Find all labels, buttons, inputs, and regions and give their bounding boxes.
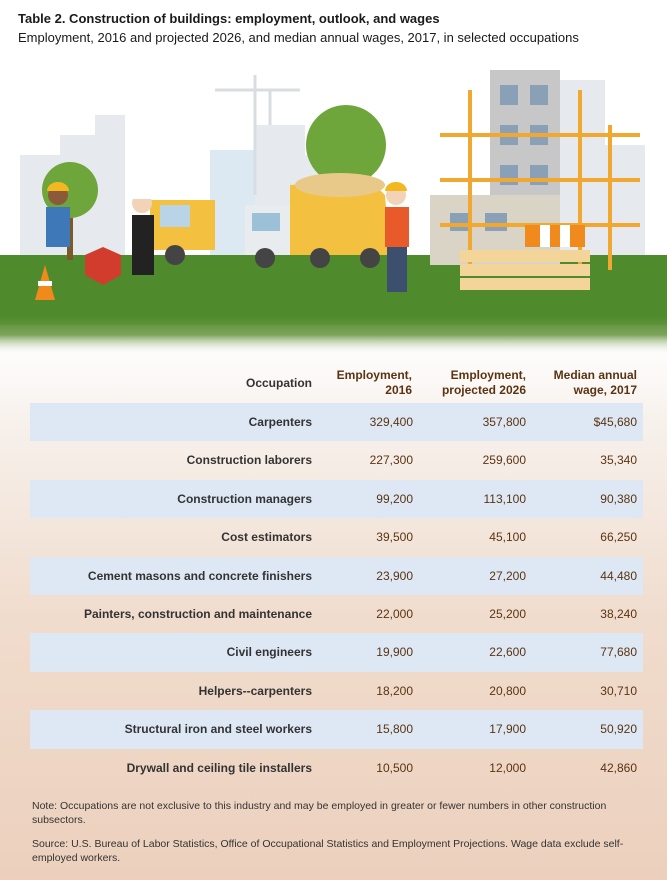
cell-occupation: Painters, construction and maintenance	[83, 606, 312, 621]
cell-occupation: Helpers--carpenters	[198, 683, 312, 698]
construction-illustration	[0, 55, 667, 355]
cell-employment-2016: 227,300	[369, 453, 413, 468]
cell-occupation: Construction laborers	[186, 453, 312, 468]
cell-occupation: Construction managers	[177, 491, 312, 506]
cell-employment-2016: 15,800	[376, 722, 413, 737]
cell-employment-2016: 10,500	[376, 760, 413, 775]
cell-employment-2026: 113,100	[483, 491, 526, 506]
cell-median-wage: 90,380	[600, 491, 637, 506]
header-employment-2016: Employment, 2016	[336, 368, 412, 397]
table-source: Source: U.S. Bureau of Labor Statistics, Office of Occupational Statistics and Employment Projections. Wage data exclude self-employed workers.	[32, 838, 624, 864]
cell-employment-2026: 27,200	[489, 568, 526, 583]
barrier-icon	[525, 225, 585, 247]
cell-median-wage: 50,920	[600, 722, 637, 737]
cell-employment-2026: 25,200	[489, 606, 526, 621]
header-median-wage: Median annual wage, 2017	[553, 368, 637, 397]
header-occupation: Occupation	[245, 376, 312, 390]
cell-employment-2016: 22,000	[376, 606, 413, 621]
header-employment-2026: Employment, projected 2026	[441, 368, 526, 397]
table-title: Table 2. Construction of buildings: employment, outlook, and wages	[18, 11, 440, 26]
table-row	[30, 749, 643, 787]
table-row	[30, 518, 643, 556]
table-subtitle: Employment, 2016 and projected 2026, and median annual wages, 2017, in selected occupations	[18, 30, 579, 45]
cell-employment-2016: 329,400	[369, 415, 413, 429]
cell-median-wage: 42,860	[600, 760, 637, 775]
table-row	[30, 557, 643, 595]
table-row	[30, 710, 643, 748]
lumber-icon	[460, 250, 590, 290]
table-note: Note: Occupations are not exclusive to this industry and may be employed in greater or fewer numbers in other construction subsectors.	[32, 800, 607, 826]
cell-employment-2026: 259,600	[482, 453, 526, 468]
cell-employment-2016: 19,900	[376, 645, 413, 660]
carpenter-icon	[385, 182, 409, 292]
cell-employment-2026: 45,100	[489, 530, 526, 545]
cell-occupation: Drywall and ceiling tile installers	[126, 760, 312, 775]
occupations-table	[30, 365, 643, 787]
table-row	[30, 633, 643, 671]
table-row	[30, 480, 643, 518]
cell-occupation: Cost estimators	[221, 530, 312, 545]
cell-occupation: Civil engineers	[226, 645, 312, 660]
cell-occupation: Carpenters	[248, 415, 312, 429]
table-row	[30, 595, 643, 633]
cell-median-wage: 30,710	[600, 683, 637, 698]
table-row	[30, 441, 643, 479]
cell-employment-2016: 99,200	[376, 491, 413, 506]
table-row	[30, 672, 643, 710]
cell-employment-2026: 17,900	[489, 722, 526, 737]
cell-employment-2026: 20,800	[489, 683, 526, 698]
manager-icon	[131, 190, 154, 275]
cell-employment-2016: 18,200	[376, 683, 413, 698]
table-header	[30, 365, 643, 403]
cell-median-wage: $45,680	[593, 415, 637, 429]
worker-icon	[46, 182, 70, 247]
cell-occupation: Cement masons and concrete finishers	[87, 568, 312, 583]
cell-employment-2026: 12,000	[489, 760, 526, 775]
cell-employment-2016: 23,900	[376, 568, 413, 583]
cell-employment-2026: 22,600	[489, 645, 526, 660]
cell-median-wage: 77,680	[600, 645, 637, 660]
cell-median-wage: 66,250	[600, 530, 637, 545]
cell-median-wage: 44,480	[600, 568, 637, 583]
cell-median-wage: 35,340	[600, 453, 637, 468]
cell-median-wage: 38,240	[600, 606, 637, 621]
cell-employment-2026: 357,800	[482, 415, 526, 429]
cell-occupation: Structural iron and steel workers	[124, 722, 312, 737]
table-row	[30, 403, 643, 441]
cell-employment-2016: 39,500	[376, 530, 413, 545]
